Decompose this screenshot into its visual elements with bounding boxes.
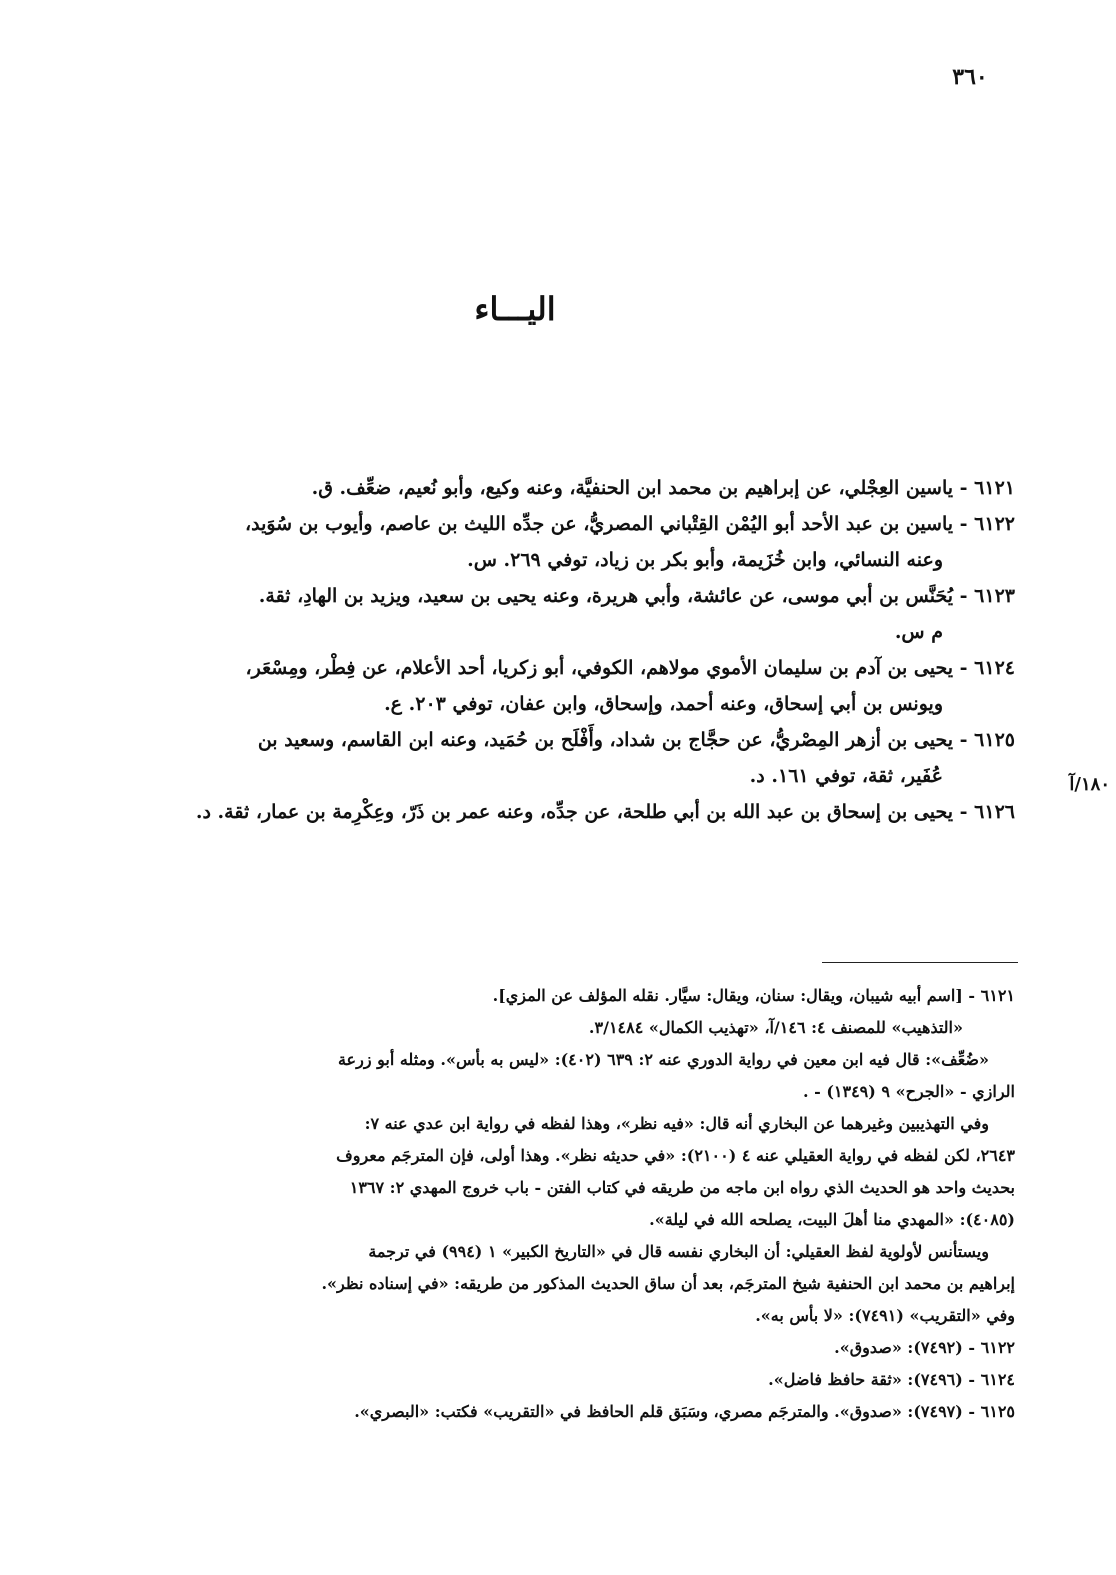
entry-line: ويونس بن أبي إسحاق، وعنه أحمد، وإسحاق، وابن عفان، توفي ٢٠٣. ع.: [384, 693, 943, 715]
footnote-line: «ضُعِّف»: قال فيه ابن معين في رواية الدوري عنه ٢: ٦٣٩ (٤٠٢): «ليس به بأس». ومثله أبو زرعة: [337, 1050, 989, 1069]
biography-entries: [40, 470, 1015, 830]
entry-6123: [40, 578, 1015, 650]
entry-line: ٦١٢٣ - يُحَنَّس بن أبي موسى، عن عائشة، وأبي هريرة، وعنه يحيى بن سعيد، ويزيد بن الهادِ، ثقة.: [258, 585, 1015, 607]
entry-line: ٦١٢١ - ياسين العِجْلي، عن إبراهيم بن محمد ابن الحنفيَّة، وعنه وكيع، وأبو نُعيم، ضعِّف. ق.: [311, 477, 1015, 499]
page-number: ٣٦٠: [952, 64, 988, 90]
footnote-line: بحديث واحد هو الحديث الذي رواه ابن ماجه من طريقه في كتاب الفتن - باب خروج المهدي ٢: ١٣٦٧: [349, 1178, 1015, 1197]
footnote-line: «التذهيب» للمصنف ٤: ١٤٦/آ، «تهذيب الكمال» ٣/١٤٨٤.: [588, 1018, 963, 1037]
footnote-line: ٦١٢٤ - (٧٤٩٦): «ثقة حافظ فاضل».: [768, 1370, 1015, 1389]
entry-6125: [40, 722, 1015, 794]
footnote-line: (٤٠٨٥): «المهدي منا أهلَ البيت، يصلحه الله في ليلة».: [649, 1210, 1015, 1229]
entry-line: ٦١٢٤ - يحيى بن آدم بن سليمان الأموي مولاهم، الكوفي، أبو زكريا، أحد الأعلام، عن فِطْر، ومِسْعَر،: [245, 657, 1015, 679]
entry-line: ٦١٢٥ - يحيى بن أزهر المِصْريُّ، عن حجَّاج بن شداد، وأَفْلَح بن حُمَيد، وعنه ابن القاسم، وسعيد بن: [257, 729, 1015, 751]
footnote-line: ويستأنس لأولوية لفظ العقيلي: أن البخاري نفسه قال في «التاريخ الكبير» ١ (٩٩٤) في ترجمة: [368, 1242, 989, 1261]
section-title: اليـــاء: [474, 290, 556, 328]
entry-6126: [40, 794, 1015, 830]
entry-line: ٦١٢٢ - ياسين بن عبد الأحد أبو اليُمْن القِتْباني المصريُّ، عن جدِّه الليث بن عاصم، وأيوب بن سُوَيد،: [244, 513, 1015, 535]
footnote-line: ٦١٢١ - [اسم أبيه شيبان، ويقال: سنان، ويقال: سيَّار. نقله المؤلف عن المزي].: [492, 986, 1015, 1005]
footnote-divider: [822, 962, 1018, 963]
footnote-line: وفي «التقريب» (٧٤٩١): «لا بأس به».: [755, 1306, 1015, 1325]
entry-line: م س.: [894, 621, 943, 643]
margin-folio-note: ١٨٠/آ: [1069, 774, 1110, 795]
footnote-line: الرازي - «الجرح» ٩ (١٣٤٩) - .: [802, 1082, 1015, 1101]
footnote-line: إبراهيم بن محمد ابن الحنفية شيخ المترجَم، بعد أن ساق الحديث المذكور من طريقه: «في إسناده نظر».: [321, 1274, 1015, 1293]
footnotes: [40, 980, 1015, 1428]
entry-line: عُفَير، ثقة، توفي ١٦١. د.: [749, 765, 943, 787]
footnote-line: ٦١٢٢ - (٧٤٩٢): «صدوق».: [834, 1338, 1015, 1357]
footnote-line: وفي التهذيبين وغيرهما عن البخاري أنه قال: «فيه نظر»، وهذا لفظه في رواية ابن عدي عنه ٧:: [364, 1114, 989, 1133]
entry-6122: [40, 506, 1015, 578]
footnote-line: ٢٦٤٣، لكن لفظه في رواية العقيلي عنه ٤ (٢١٠٠): «في حديثه نظر». وهذا أولى، فإن المترجَم معروف: [336, 1146, 1015, 1165]
entry-line: ٦١٢٦ - يحيى بن إسحاق بن عبد الله بن أبي طلحة، عن جدِّه، وعنه عمر بن ذَرّ، وعِكْرِمة بن عمار، ثقة. د.: [195, 801, 1015, 823]
entry-6121: [40, 470, 1015, 506]
entry-line: وعنه النسائي، وابن خُزَيمة، وأبو بكر بن زياد، توفي ٢٦٩. س.: [467, 549, 943, 571]
footnote-line: ٦١٢٥ - (٧٤٩٧): «صدوق». والمترجَم مصري، وسَبَق قلم الحافظ في «التقريب» فكتب: «البصري».: [354, 1402, 1015, 1421]
entry-6124: [40, 650, 1015, 722]
